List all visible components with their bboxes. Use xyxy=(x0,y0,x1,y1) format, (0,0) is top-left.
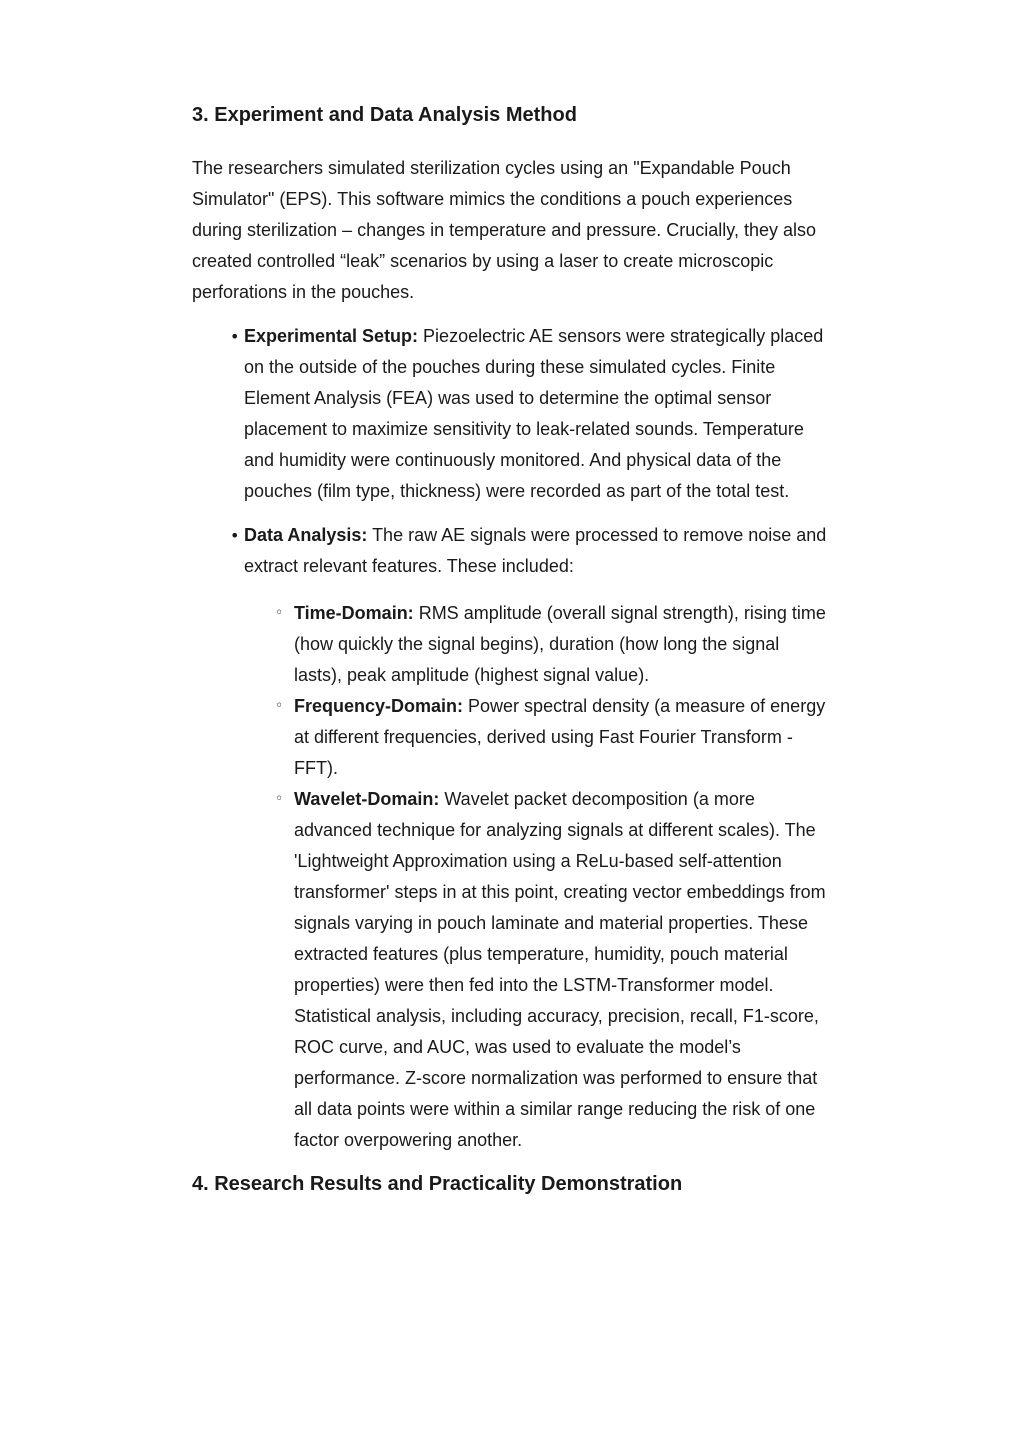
data-analysis-label: Data Analysis: xyxy=(244,525,368,545)
wavelet-domain-label: Wavelet-Domain: xyxy=(294,789,440,809)
list-item-experimental-setup xyxy=(244,321,832,507)
article-content xyxy=(192,0,832,1319)
section-3-heading: 3. Experiment and Data Analysis Method xyxy=(192,104,577,126)
list-item-data-analysis xyxy=(244,520,832,1156)
intro-paragraph: The researchers simulated sterilization cycles using an "Expandable Pouch Simulator" (EPS). This software mimics the conditions a pouch experiences during sterilization – changes in temperature and pressure. Crucially, they also created controlled “leak” scenarios by using a laser to create microscopic perforations in the pouches. xyxy=(192,158,816,302)
list-item-frequency-domain xyxy=(294,691,832,784)
list-item-wavelet-domain xyxy=(294,784,832,1156)
experimental-setup-text: Piezoelectric AE sensors were strategically placed on the outside of the pouches during these simulated cycles. Finite Element Analysis (FEA) was used to determine the optimal sensor placement to maximize sensitivity to leak-related sounds. Temperature and humidity were continuously monitored. And physical data of the pouches (film type, thickness) were recorded as part of the total test. xyxy=(244,326,824,501)
time-domain-label: Time-Domain: xyxy=(294,603,414,623)
list-item-time-domain xyxy=(294,598,832,691)
frequency-domain-text: Power spectral density (a measure of energy at different frequencies, derived using Fast Fourier Transform - FFT). xyxy=(294,696,826,778)
time-domain-text: RMS amplitude (overall signal strength), rising time (how quickly the signal begins), duration (how long the signal lasts), peak amplitude (highest signal value). xyxy=(294,603,826,685)
data-analysis-text: The raw AE signals were processed to remove noise and extract relevant features. These included: xyxy=(244,525,827,576)
features-list xyxy=(244,598,832,1156)
section-4-heading: 4. Research Results and Practicality Demonstration xyxy=(192,1173,683,1195)
frequency-domain-label: Frequency-Domain: xyxy=(294,696,464,716)
experimental-setup-label: Experimental Setup: xyxy=(244,326,419,346)
wavelet-domain-text: Wavelet packet decomposition (a more advanced technique for analyzing signals at different scales). The 'Lightweight Approximation using a ReLu-based self-attention transformer' steps in at this point, creating vector embeddings from signals varying in pouch laminate and material properties. These extracted features (plus temperature, humidity, pouch material properties) were then fed into the LSTM-Transformer model. Statistical analysis, including accuracy, precision, recall, F1-score, ROC curve, and AUC, was used to evaluate the model’s performance. Z-score normalization was performed to ensure that all data points were within a similar range reducing the risk of one factor overpowering another. xyxy=(294,789,826,1150)
method-list xyxy=(192,321,832,1156)
